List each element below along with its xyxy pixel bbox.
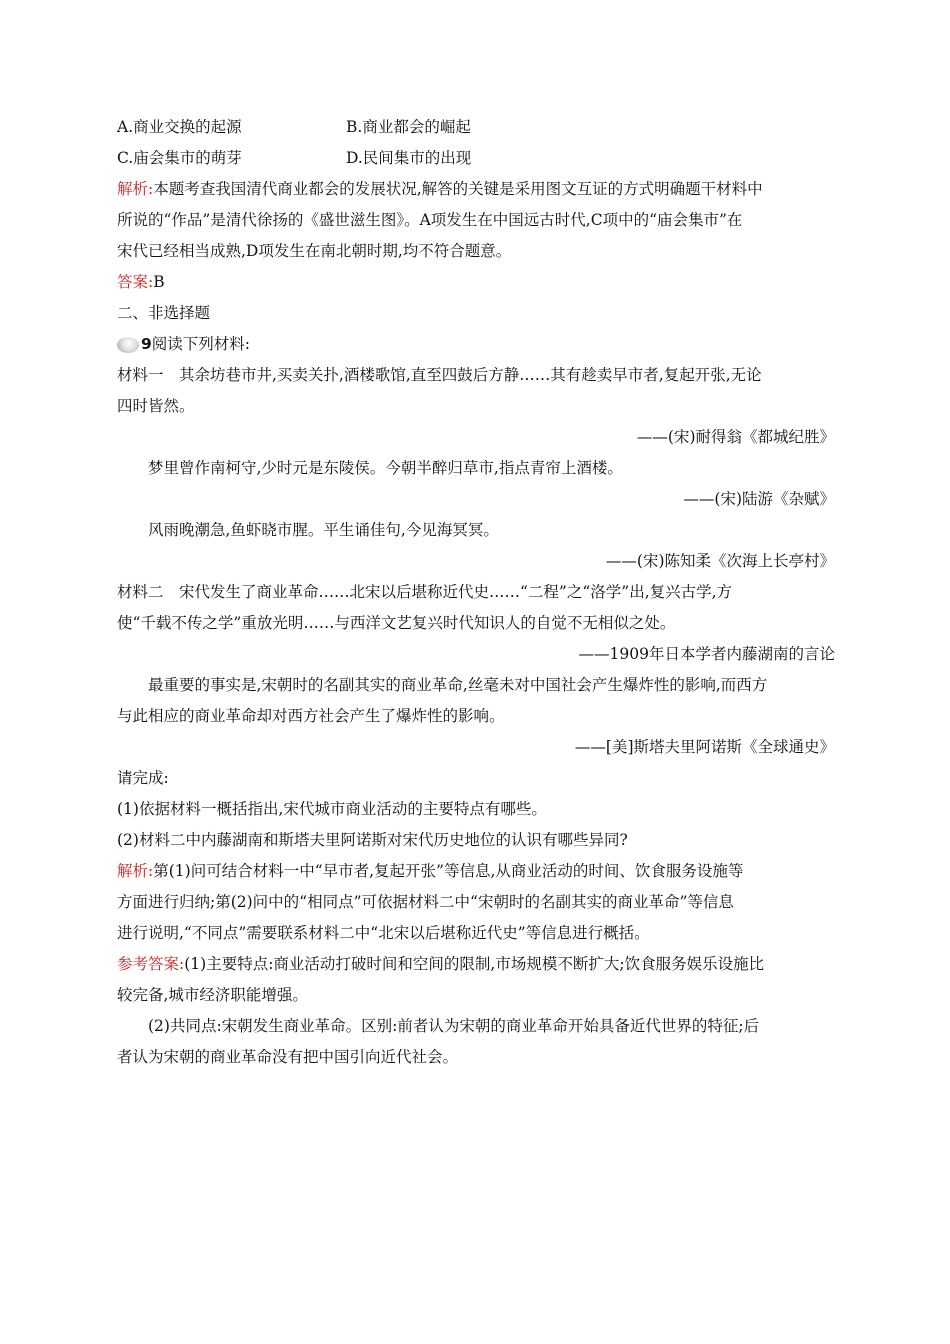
- poem-1: 梦里曾作南柯守,少时元是东陵侯。今朝半醉归草市,指点青帘上酒楼。: [148, 459, 623, 477]
- question-prompt: 请完成:: [117, 769, 169, 787]
- reference-answer-2-line-1: (2)共同点:宋朝发生商业革命。区别:前者认为宋朝的商业革命开始具备近代世界的特征;后: [148, 1017, 760, 1035]
- analysis-1-line-3: 宋代已经相当成熟,D项发生在南北朝时期,均不符合题意。: [117, 242, 512, 260]
- options-row-cd: [117, 143, 835, 174]
- reference-answer-1-line-2: 较完备,城市经济职能增强。: [117, 986, 308, 1004]
- reference-text: (1)主要特点:商业活动打破时间和空间的限制,市场规模不断扩大;饮食服务娱乐设施比: [184, 955, 765, 973]
- poem-2-source: ——(宋)陈知柔《次海上长亭村》: [605, 552, 835, 570]
- poem-1-source: ——(宋)陆游《杂赋》: [683, 490, 835, 508]
- option-c: C.庙会集市的萌芽: [117, 149, 242, 167]
- sub-question-1: (1)依据材料一概括指出,宋代城市商业活动的主要特点有哪些。: [117, 800, 547, 818]
- material-2b-line-1: 最重要的事实是,宋朝时的名副其实的商业革命,丝毫未对中国社会产生爆炸性的影响,而西方: [148, 676, 768, 694]
- analysis-2-line-1: [117, 856, 835, 887]
- material-2-line-1: 材料二 宋代发生了商业革命……北宋以后堪称近代史……“二程”之“洛学”出,复兴古学,方: [117, 583, 733, 601]
- reference-answer-2-line-2: 者认为宋朝的商业革命没有把中国引向近代社会。: [117, 1048, 459, 1066]
- material-2-source: ——1909年日本学者内藤湖南的言论: [578, 645, 835, 663]
- material-2-line-2: 使“千载不传之学”重放光明……与西洋文艺复兴时代知识人的自觉不无相似之处。: [117, 614, 676, 632]
- document-content: [117, 112, 835, 1073]
- reference-label: 参考答案:: [117, 955, 185, 973]
- poem-2: 风雨晚潮急,鱼虾晓市腥。平生诵佳句,今见海冥冥。: [148, 521, 499, 539]
- option-d: D.民间集市的出现: [346, 149, 472, 167]
- option-a: A.商业交换的起源: [117, 118, 242, 136]
- option-b: B.商业都会的崛起: [346, 118, 471, 136]
- analysis-text: 本题考查我国清代商业都会的发展状况,解答的关键是采用图文互证的方式明确题干材料中: [153, 180, 763, 198]
- analysis-1-line-2: 所说的“作品”是清代徐扬的《盛世滋生图》。A项发生在中国远古时代,C项中的“庙会集市”在: [117, 211, 743, 229]
- options-row-ab: [117, 112, 835, 143]
- material-1-line-1: 材料一 其余坊巷市井,买卖关扑,酒楼歌馆,直至四鼓后方静……其有趁卖早市者,复起开张,无论: [117, 366, 762, 384]
- reference-answer-1-line-1: [117, 949, 835, 980]
- material-1-line-2: 四时皆然。: [117, 397, 195, 415]
- question-badge-icon: [117, 337, 139, 353]
- question-title: 阅读下列材料:: [151, 335, 251, 353]
- analysis-1-line-1: [117, 174, 835, 205]
- analysis-2-line-3: 进行说明,“不同点”需要联系材料二中“北宋以后堪称近代史”等信息进行概括。: [117, 924, 650, 942]
- question-number: 9: [141, 335, 152, 353]
- answer-value: B: [153, 273, 165, 291]
- sub-question-2: (2)材料二中内藤湖南和斯塔夫里阿诺斯对宋代历史地位的认识有哪些异同?: [117, 831, 628, 849]
- answer-1: [117, 267, 835, 298]
- analysis-2-line-2: 方面进行归纳;第(2)问中的“相同点”可依据材料二中“宋朝时的名副其实的商业革命”等信息: [117, 893, 734, 911]
- analysis-label: 解析:: [117, 180, 154, 198]
- material-1-source: ——(宋)耐得翁《都城纪胜》: [636, 428, 835, 446]
- section-title: 二、非选择题: [117, 304, 211, 322]
- question-header: [117, 329, 835, 360]
- material-2b-source: ——[美]斯塔夫里阿诺斯《全球通史》: [574, 738, 835, 756]
- material-2b-line-2: 与此相应的商业革命却对西方社会产生了爆炸性的影响。: [117, 707, 505, 725]
- analysis-label: 解析:: [117, 862, 154, 880]
- answer-label: 答案:: [117, 273, 154, 291]
- analysis-text: 第(1)问可结合材料一中“早市者,复起开张”等信息,从商业活动的时间、饮食服务设施等: [153, 862, 744, 880]
